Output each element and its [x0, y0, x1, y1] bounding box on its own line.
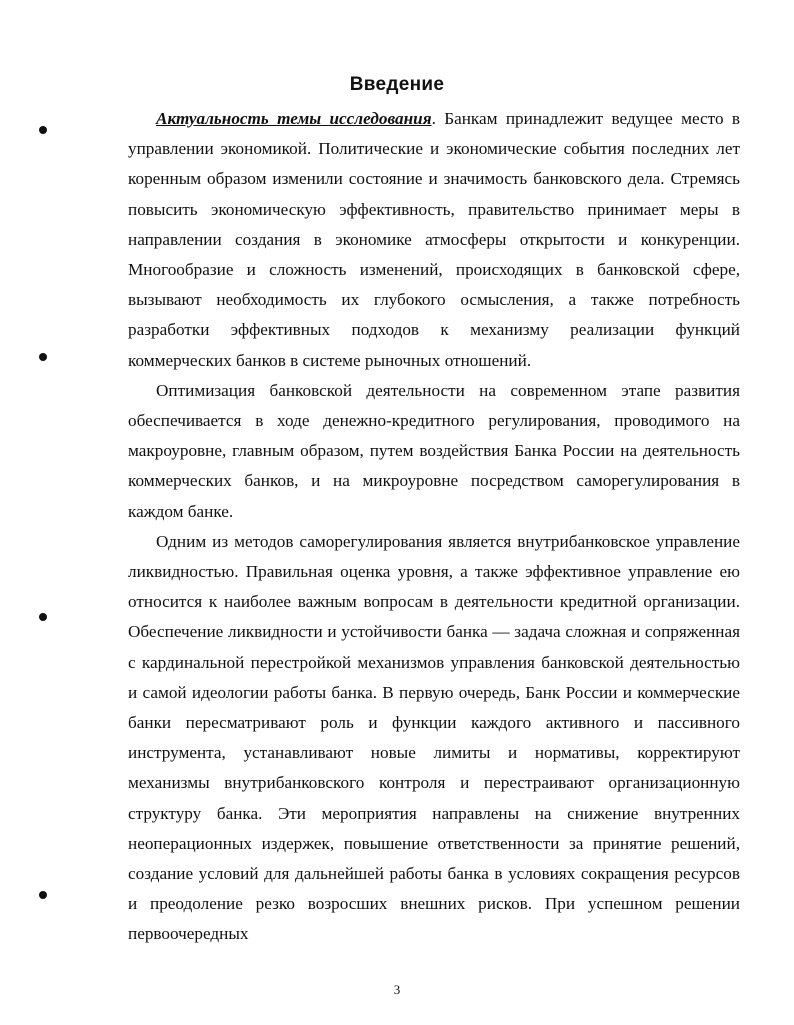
paragraph-2: Оптимизация банковской деятельности на современном этапе развития обеспечивается в ходе денежно-кредитного регулирования, проводимого на макроуровне, главным образом, путем воздействия Банка России на деятельность коммерческих банков, и на микроуровне посредством саморегулирования в каждом банке. — [128, 380, 740, 521]
paragraph-3: Одним из методов саморегулирования является внутрибанковское управление ликвидностью. Правильная оценка уровня, а также эффективное управление ею относится к наиболее важным вопросам в деятельности кредитной организации. Обеспечение ликвидности и устойчивости банка — задача сложная и сопряженная с кардинальной перестройкой механизмов управления банковской деятельностью и самой идеологии работы банка. В первую очередь, Банк России и коммерческие банки пересматривают роль и функции каждого активного и пассивного инструмента, устанавливают новые лимиты и нормативы, корректируют механизмы внутрибанковского контроля и перестраивают организационную структуру банка. Эти мероприятия направлены на снижение внутренних неоперационных издержек, повышение ответственности за принятие решений, создание условий для дальнейшей работы банка в условиях сокращения ресурсов и преодоление резко возросших внешних рисков. При успешном решении первоочередных — [128, 531, 740, 944]
section-lead: Актуальность темы исследования — [156, 109, 432, 128]
page-number: 3 — [393, 982, 401, 997]
margin-dot-3 — [39, 613, 47, 621]
margin-dot-2 — [39, 353, 47, 361]
paragraph-1-text: . Банкам принадлежит ведущее место в управлении экономикой. Политические и экономические события последних лет коренным образом изменили состояние и значимость банковского дела. Стремясь повысить экономическую эффективность, правительство принимает меры в направлении создания в экономике атмосферы открытости и конкуренции. Многообразие и сложность изменений, происходящих в банковской сфере, вызывают необходимость их глубокого осмысления, а также потребность разработки эффективных подходов к механизму реализации функций коммерческих банков в системе рыночных отношений. — [128, 109, 740, 370]
page-title: Введение — [349, 74, 445, 95]
document-body — [128, 104, 740, 950]
margin-dot-1 — [39, 126, 47, 134]
margin-dot-4 — [39, 891, 47, 899]
paragraph-1 — [128, 104, 740, 376]
